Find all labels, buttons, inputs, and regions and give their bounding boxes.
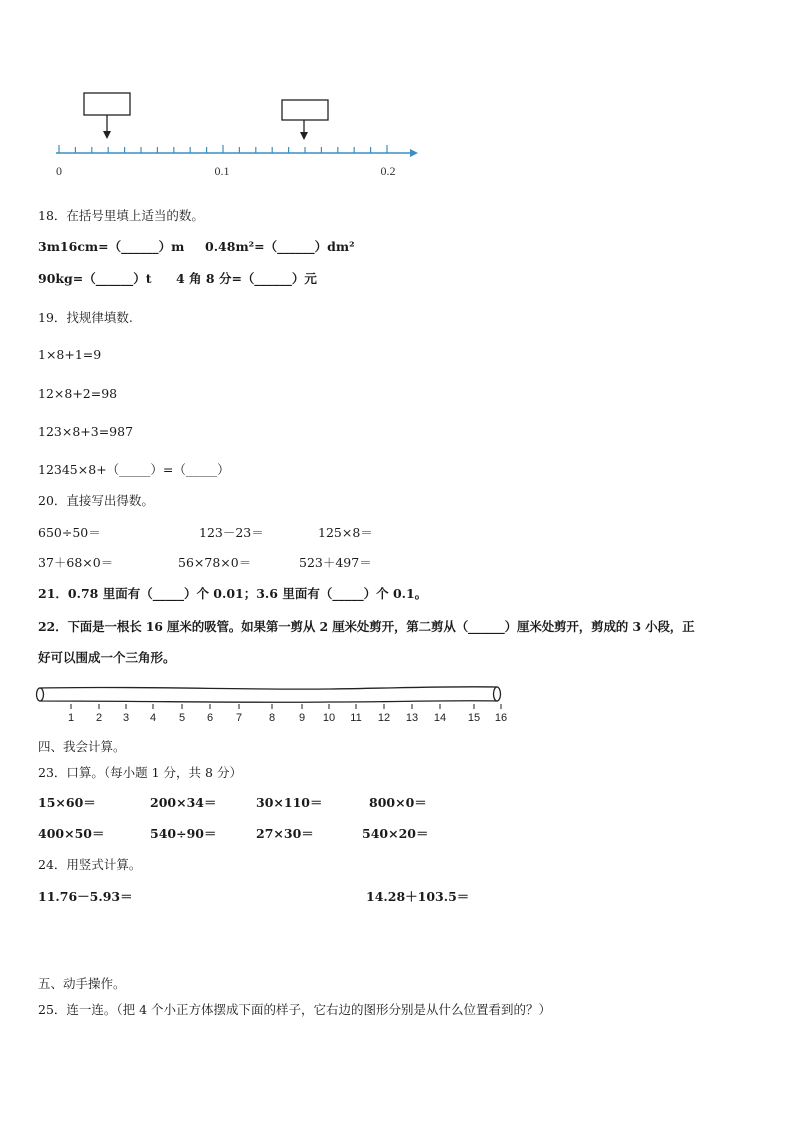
number-line-arrowhead (410, 149, 418, 157)
straw-ruler-figure (0, 680, 794, 740)
q23-r2-c1: 400×50＝ (38, 826, 105, 841)
number-line-ticks (59, 145, 387, 153)
straw-ruler-label: 12 (377, 712, 391, 724)
q23-r2-c4: 540×20＝ (362, 826, 429, 841)
straw-ruler-label: 13 (405, 712, 419, 724)
straw-ruler-label: 10 (322, 712, 336, 724)
q18-item-2b: 4 角 8 分=（______）元 (176, 271, 317, 286)
number-line-label-0: 0 (56, 164, 62, 178)
straw-ruler-labels (68, 712, 507, 724)
straw-ruler-label: 15 (467, 712, 481, 724)
straw-ruler-label: 14 (433, 712, 447, 724)
section-4-title: 四、我会计算。 (38, 739, 126, 754)
straw-ruler-ticks (71, 704, 501, 709)
answer-box-left (84, 93, 130, 115)
straw-end-right (494, 687, 501, 701)
q19-eq-2: 12×8+2=98 (38, 386, 118, 401)
q23-r1-c2: 200×34＝ (150, 795, 217, 810)
q24-title: 24．用竖式计算。 (38, 857, 142, 872)
straw-ruler-label: 8 (268, 712, 276, 724)
q20-r1-c2: 123－23＝ (199, 525, 264, 540)
straw-ruler-label: 4 (149, 712, 157, 724)
q23-title: 23．口算。（每小题 1 分，共 8 分） (38, 765, 242, 780)
q18-item-1a: 3m16cm=（______）m (38, 239, 185, 254)
q20-r1-c1: 650÷50＝ (38, 525, 101, 540)
q18-item-1b: 0.48m²=（______）dm² (205, 239, 355, 254)
q18-item-2a: 90kg=（______）t (38, 271, 152, 286)
q22-line-1: 22．下面是一根长 16 厘米的吸管。如果第一剪从 2 厘米处剪开，第二剪从（______）厘米处剪开，剪成的 3 小段，正 (38, 619, 695, 634)
q22-line-2: 好可以围成一个三角形。 (38, 650, 176, 665)
q25-title: 25．连一连。（把 4 个小正方体摆成下面的样子，它右边的图形分别是从什么位置看到的？） (38, 1002, 552, 1017)
q19-title: 19．找规律填数. (38, 310, 133, 325)
q19-eq-1: 1×8+1=9 (38, 347, 102, 362)
q24-item-b: 14.28＋103.5＝ (366, 889, 470, 904)
q23-r1-c4: 800×0＝ (369, 795, 427, 810)
pointer-arrowhead-left (103, 131, 111, 139)
q18-title: 18．在括号里填上适当的数。 (38, 208, 204, 223)
q23-r1-c3: 30×110＝ (256, 795, 323, 810)
number-line-label-0-1: 0.1 (214, 164, 230, 178)
q21-text: 21．0.78 里面有（_____）个 0.01；3.6 里面有（_____）个 0.1。 (38, 586, 428, 601)
straw-ruler-label: 6 (206, 712, 214, 724)
number-line-label-0-2: 0.2 (380, 164, 396, 178)
q20-r2-c1: 37＋68×0＝ (38, 555, 114, 570)
section-5-title: 五、动手操作。 (38, 976, 126, 991)
q24-item-a: 11.76－5.93＝ (38, 889, 133, 904)
straw-ruler-label: 5 (178, 712, 186, 724)
q20-title: 20．直接写出得数。 (38, 493, 154, 508)
straw-ruler-label: 11 (350, 712, 362, 724)
q20-r1-c3: 125×8＝ (318, 525, 373, 540)
straw-end-left (37, 688, 44, 701)
pointer-arrowhead-right (300, 132, 308, 140)
q23-r1-c1: 15×60＝ (38, 795, 96, 810)
q20-r2-c2: 56×78×0＝ (178, 555, 252, 570)
q23-r2-c2: 540÷90＝ (150, 826, 217, 841)
straw-body (40, 687, 497, 703)
straw-ruler-label: 9 (298, 712, 306, 724)
straw-ruler-label: 1 (67, 712, 75, 724)
straw-ruler-label: 7 (235, 712, 243, 724)
q23-r2-c3: 27×30＝ (256, 826, 314, 841)
q19-eq-3: 123×8+3=987 (38, 424, 134, 439)
straw-ruler-label: 16 (494, 712, 508, 724)
q19-eq-4: 12345×8+（_____）=（_____） (38, 462, 230, 477)
q20-r2-c3: 523＋497＝ (299, 555, 372, 570)
straw-ruler-label: 3 (122, 712, 130, 724)
answer-box-right (282, 100, 328, 120)
number-line-figure (0, 0, 794, 190)
straw-ruler-label: 2 (95, 712, 103, 724)
